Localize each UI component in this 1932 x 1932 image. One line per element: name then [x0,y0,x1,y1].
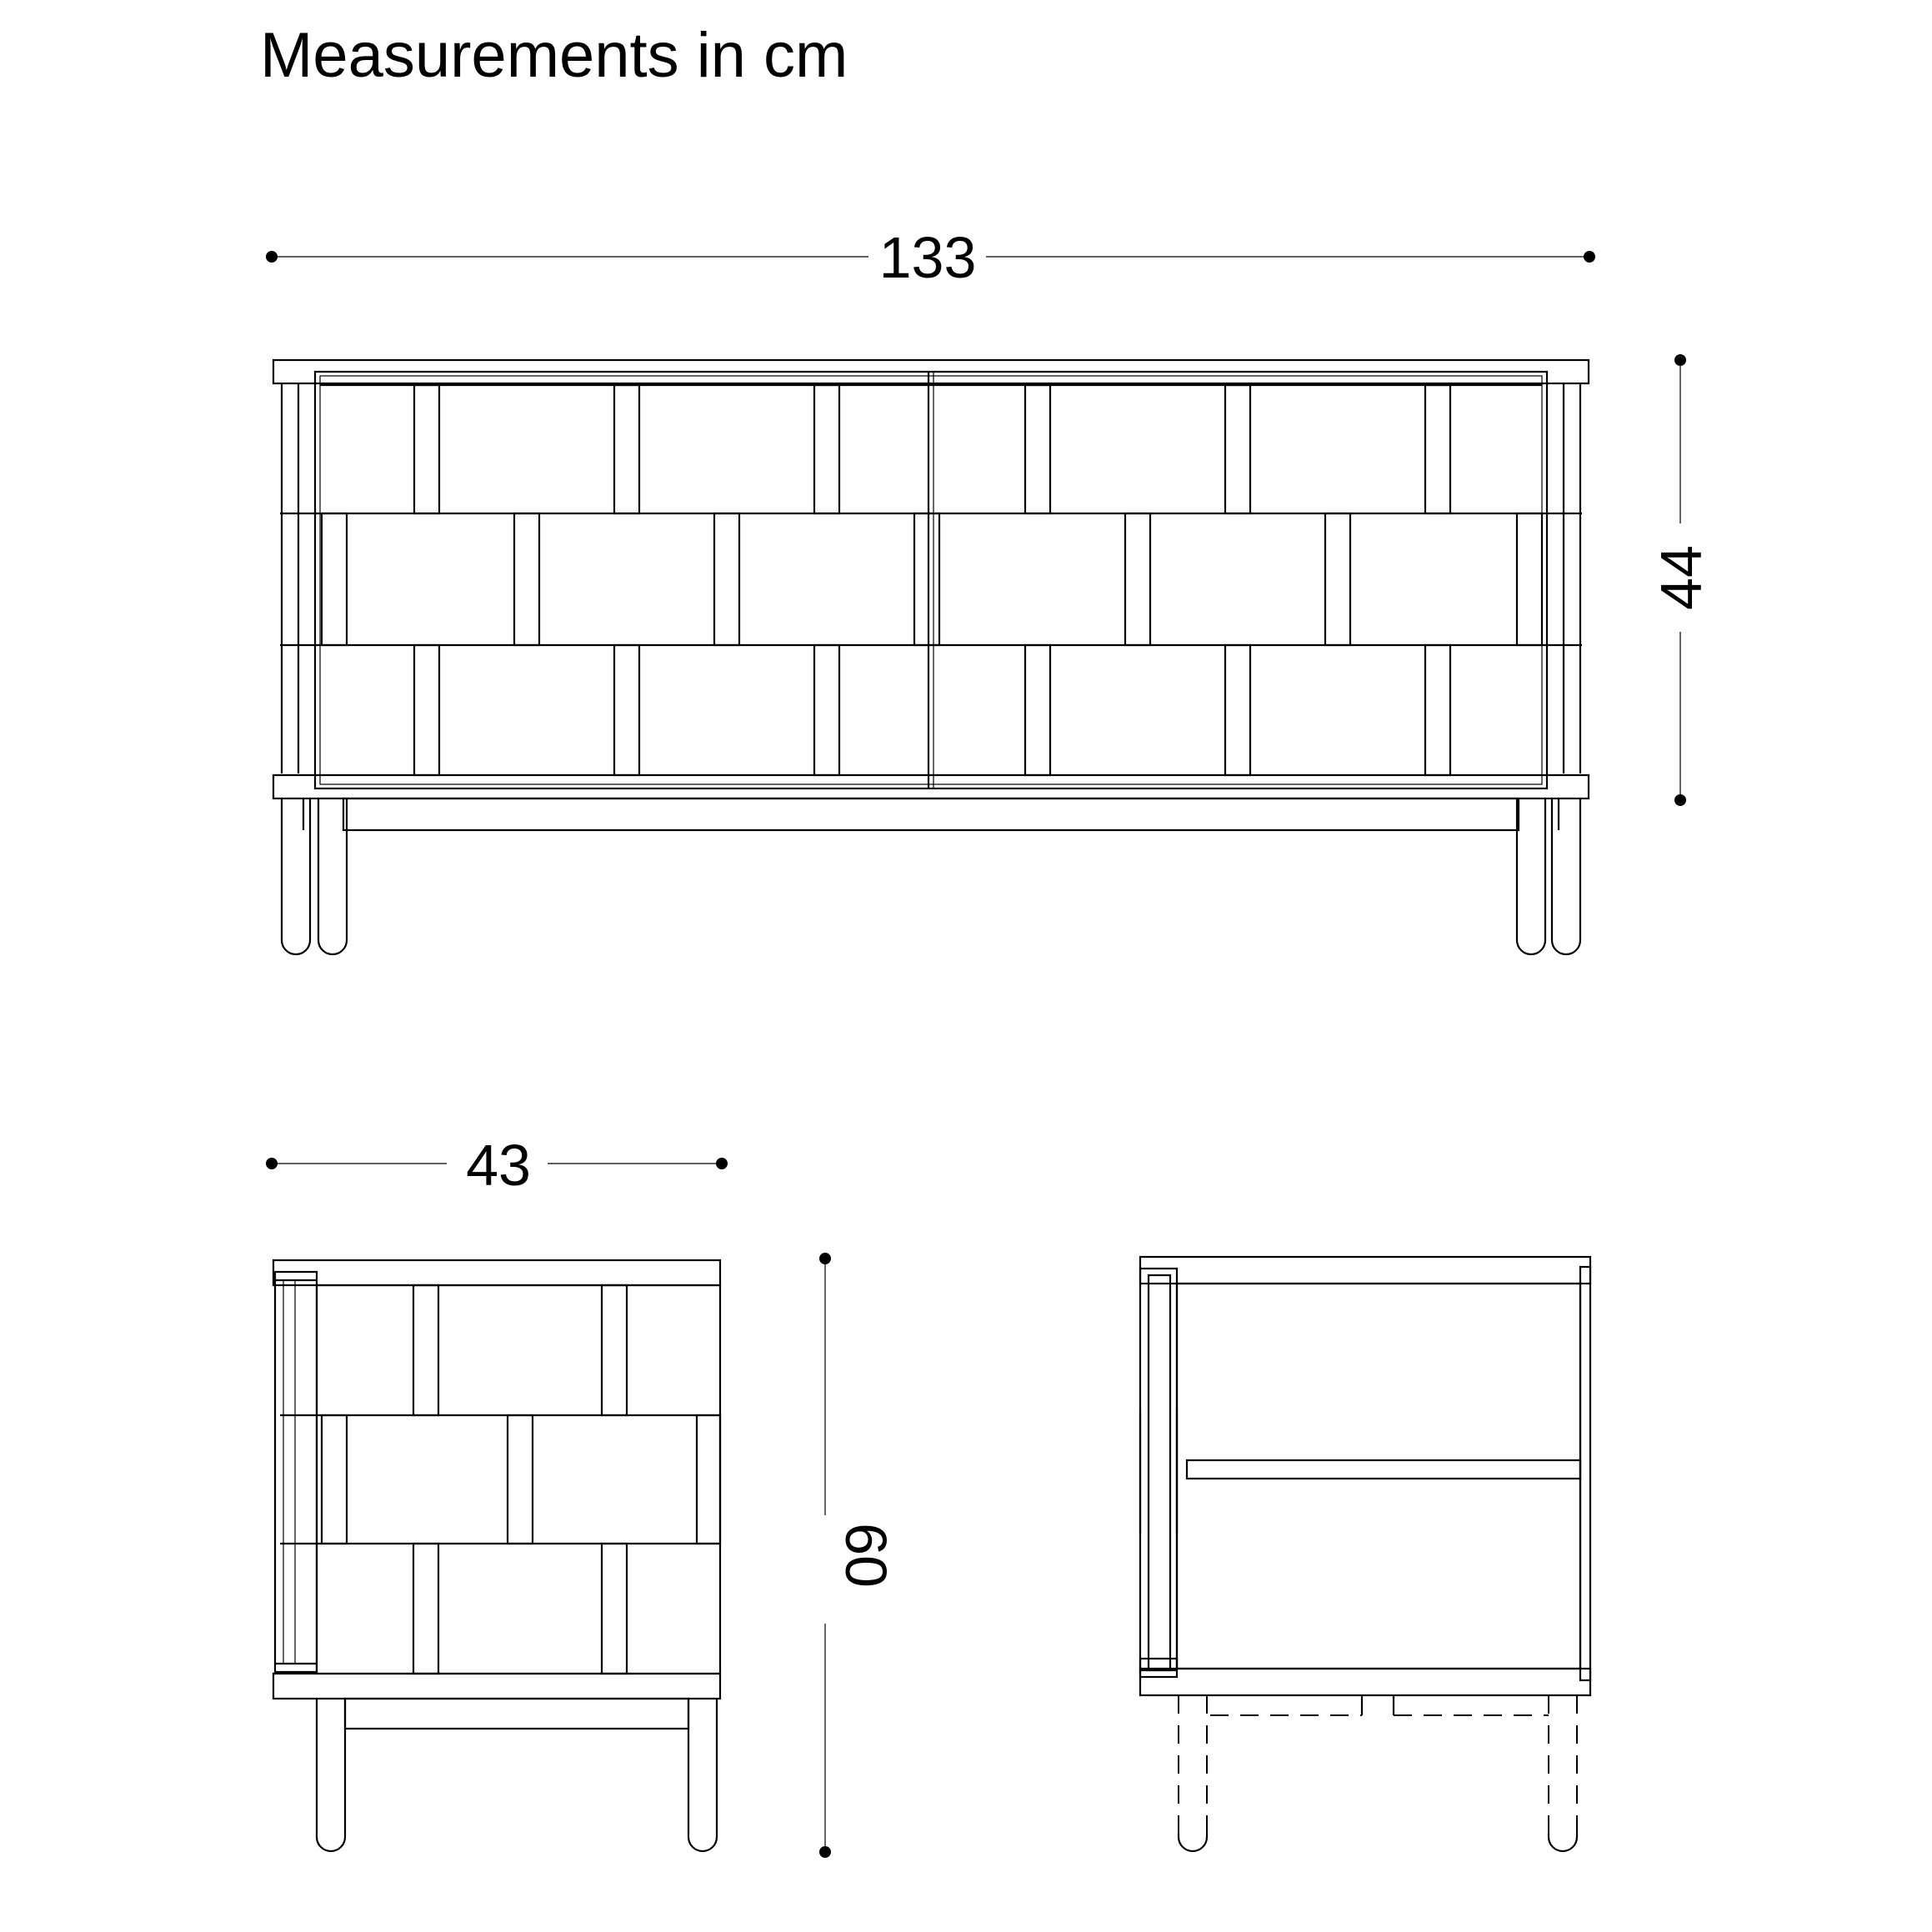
front-slats-row-3 [414,645,1450,775]
height-dimension [1649,354,1714,806]
side-view [266,1133,898,1858]
width-dimension [266,225,1595,290]
section-view [1140,1257,1590,1851]
front-legs [282,798,1580,954]
depth-dimension [266,1133,728,1198]
depth-label: 43 [466,1133,531,1198]
bottom-plate [273,775,1589,798]
side-height-label: 60 [833,1523,898,1588]
front-view [266,225,1714,954]
width-label: 133 [878,225,977,290]
side-height-dimension [819,1253,898,1858]
front-slats-row-2 [322,513,1542,645]
height-label: 44 [1649,545,1714,610]
page-title: Measurements in cm [260,20,848,91]
door-frame [315,372,1547,788]
front-slats-row-1 [320,385,1542,513]
